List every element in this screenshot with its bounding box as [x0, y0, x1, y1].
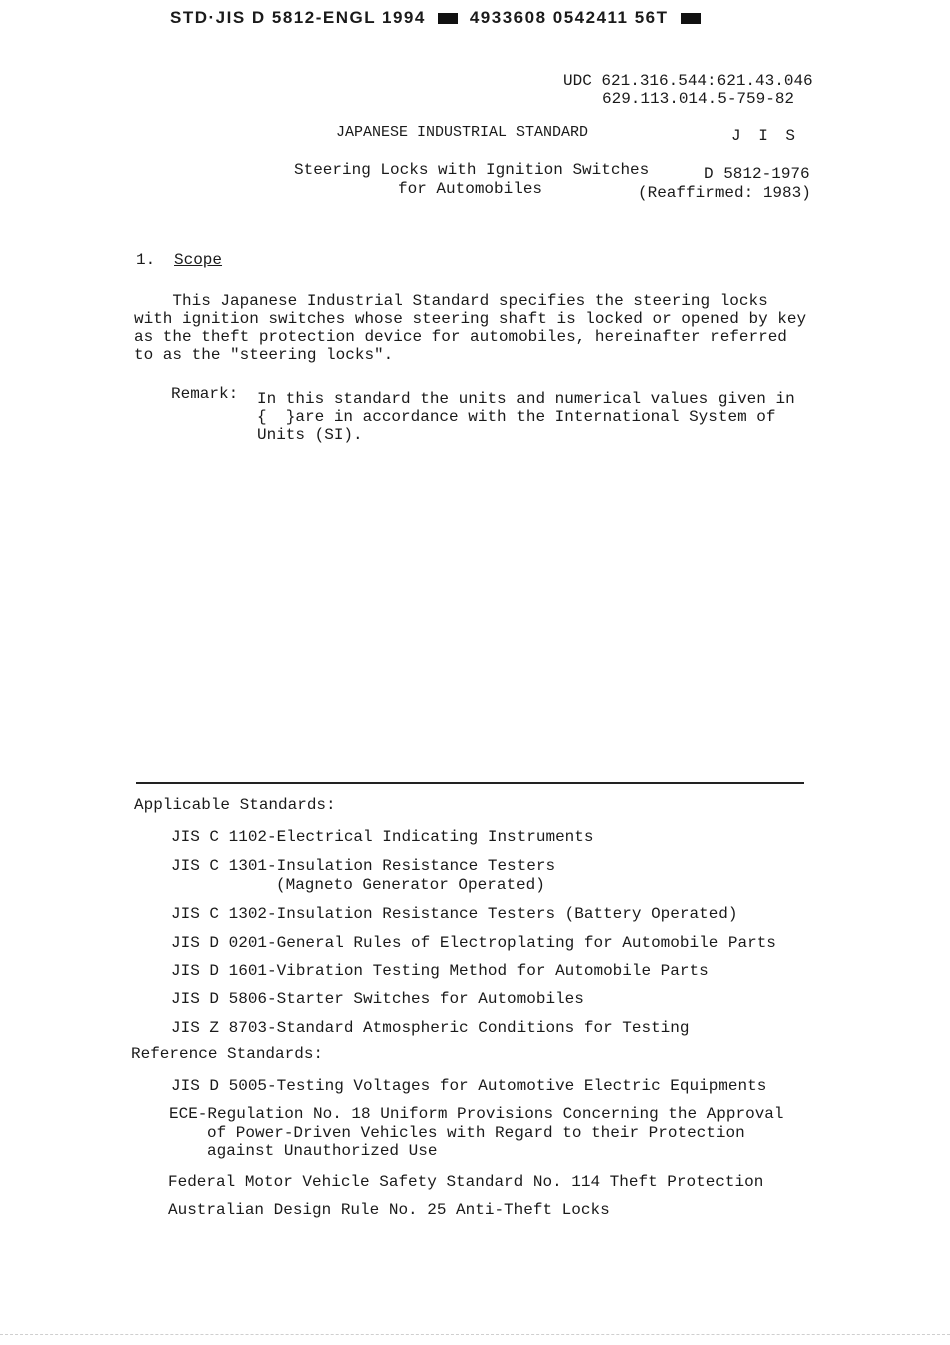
reference-standard-item: Australian Design Rule No. 25 Anti-Theft Locks — [168, 1201, 610, 1219]
document-code: STD·JIS D 5812-ENGL 1994 — [170, 8, 426, 27]
applicable-standard-item: JIS D 5806-Starter Switches for Automobiles — [171, 990, 584, 1008]
remark-text — [257, 390, 795, 444]
paragraph-line: as the theft protection device for automobiles, hereinafter referred — [134, 328, 787, 346]
remark-label: Remark: — [171, 385, 239, 403]
reference-standard-continuation: of Power-Driven Vehicles with Regard to their Protection — [207, 1124, 745, 1142]
applicable-standard-item: JIS D 1601-Vibration Testing Method for Automobile Parts — [171, 962, 709, 980]
reference-standards-heading: Reference Standards: — [131, 1045, 324, 1063]
applicable-standard-item: JIS C 1302-Insulation Resistance Testers (Battery Operated) — [171, 905, 738, 923]
reference-standard-item: ECE-Regulation No. 18 Uniform Provisions Concerning the Approval — [169, 1105, 784, 1123]
jis-mark: J I S — [731, 127, 800, 145]
remark-line: Units (SI). — [257, 426, 363, 444]
title-line-2: for Automobiles — [398, 180, 543, 198]
footnote-divider — [136, 782, 804, 784]
udc-line-2: 629.113.014.5-759-82 — [602, 90, 795, 108]
applicable-standard-item: JIS D 0201-General Rules of Electroplating for Automobile Parts — [171, 934, 776, 952]
scope-paragraph — [134, 292, 807, 364]
document-code-header — [170, 8, 713, 28]
applicable-standard-item: JIS Z 8703-Standard Atmospheric Conditions for Testing — [171, 1019, 690, 1037]
reference-standard-item: JIS D 5005-Testing Voltages for Automotive Electric Equipments — [171, 1077, 767, 1095]
redaction-block — [681, 13, 701, 24]
title-line-1: Steering Locks with Ignition Switches — [294, 161, 650, 179]
paragraph-line: This Japanese Industrial Standard specifies the steering locks — [134, 292, 768, 310]
applicable-standard-subtitle: (Magneto Generator Operated) — [276, 876, 545, 894]
udc-line-1: UDC 621.316.544:621.43.046 — [563, 72, 813, 90]
standard-body: JAPANESE INDUSTRIAL STANDARD — [336, 124, 589, 141]
section-number: 1. — [136, 251, 156, 269]
remark-line: { }are in accordance with the International System of — [257, 408, 776, 426]
standard-number: D 5812-1976 — [704, 165, 810, 183]
scan-artifact-line — [0, 1334, 950, 1337]
section-title: Scope — [174, 251, 223, 269]
reference-standard-continuation: against Unauthorized Use — [207, 1142, 438, 1160]
redaction-block — [438, 13, 458, 24]
applicable-standard-item: JIS C 1102-Electrical Indicating Instruments — [171, 828, 594, 846]
applicable-standards-heading: Applicable Standards: — [134, 796, 336, 814]
paragraph-line: to as the "steering locks". — [134, 346, 394, 364]
remark-line: In this standard the units and numerical values given in — [257, 390, 795, 408]
paragraph-line: with ignition switches whose steering shaft is locked or opened by key — [134, 310, 807, 328]
reaffirmed-date: (Reaffirmed: 1983) — [638, 184, 811, 202]
reference-standard-item: Federal Motor Vehicle Safety Standard No. 114 Theft Protection — [168, 1173, 764, 1191]
applicable-standard-item: JIS C 1301-Insulation Resistance Testers — [171, 857, 556, 875]
document-serial: 4933608 0542411 56T — [469, 8, 669, 27]
